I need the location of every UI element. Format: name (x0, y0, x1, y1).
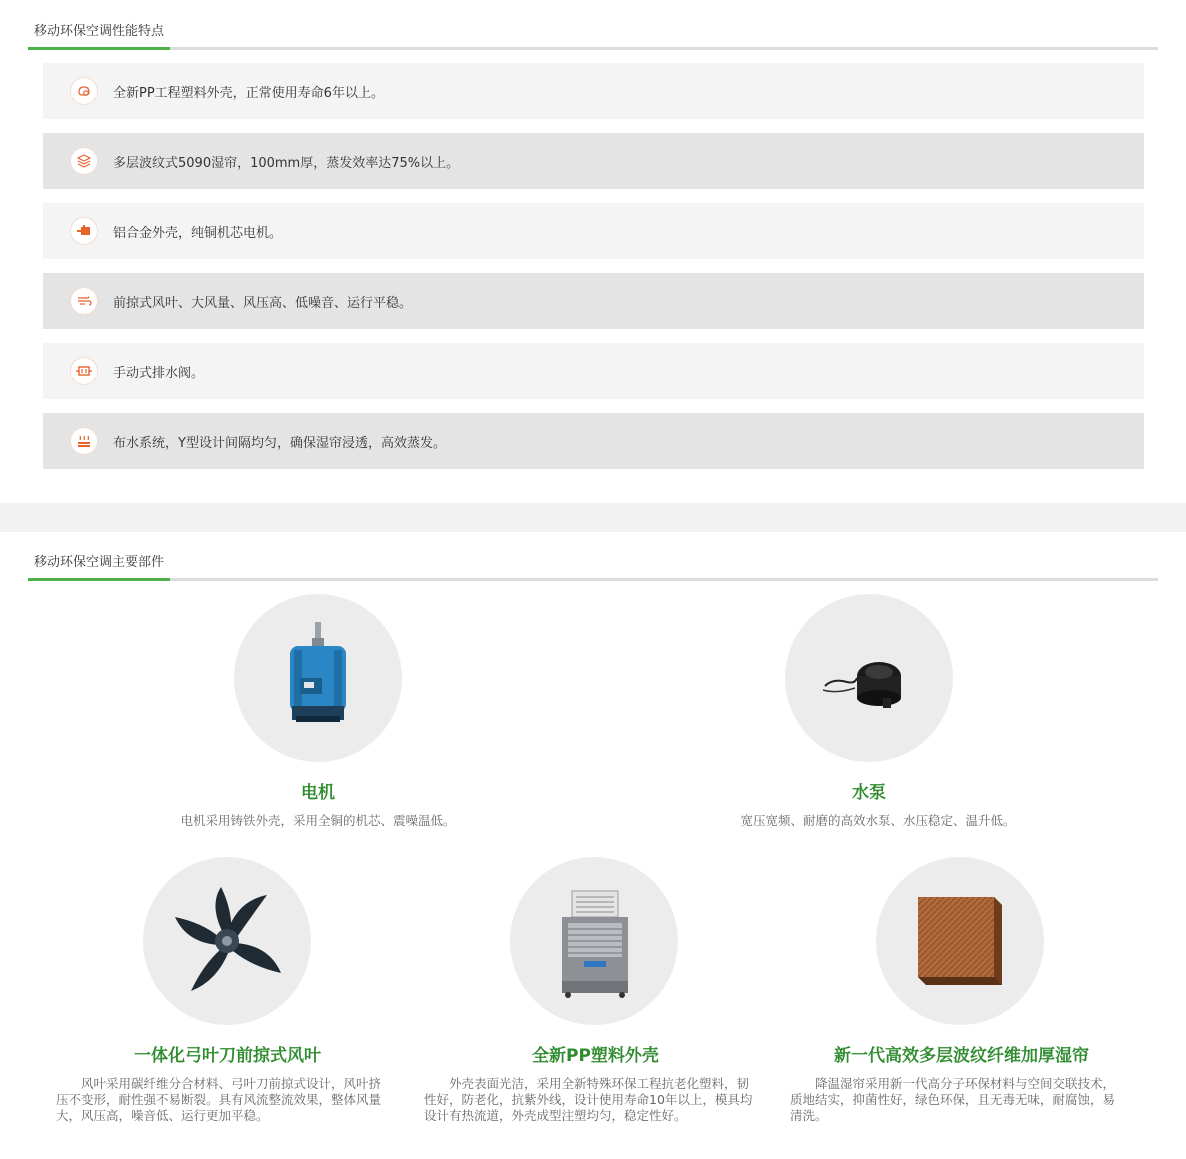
feature-text: 铝合金外壳，纯铜机芯电机。 (113, 225, 283, 241)
component-name: 电机 (301, 783, 335, 803)
fan-image (143, 857, 311, 1025)
features-section-title: 移动环保空调性能特点 (28, 21, 170, 50)
components-section-header (28, 552, 1158, 581)
feature-text: 全新PP工程塑料外壳，正常使用寿命6年以上。 (113, 85, 384, 101)
feature-row (43, 63, 1144, 119)
component-name: 全新PP塑料外壳 (532, 1046, 659, 1066)
component-desc: 宽压宽频、耐磨的高效水泵、水压稳定、温升低。 (740, 813, 1016, 828)
shell-image (510, 857, 678, 1025)
feature-text: 手动式排水阀。 (113, 365, 205, 381)
component-desc: 风叶采用碳纤维分合材料、弓叶刀前掠式设计，风叶挤压不变形，耐性强不易断裂。具有风流整流效果，整体风量大，风压高，噪音低、运行更加平稳。 (56, 1076, 382, 1123)
feature-row (43, 343, 1144, 399)
feature-row (43, 133, 1144, 189)
component-desc: 电机采用铸铁外壳，采用全铜的机芯、震噪温低。 (180, 813, 456, 828)
motor-image (234, 594, 402, 762)
section-separator (0, 503, 1186, 532)
feature-row (43, 203, 1144, 259)
water-distribution-icon (71, 428, 97, 454)
feature-text: 布水系统，Y型设计间隔均匀，确保湿帘浸透，高效蒸发。 (113, 435, 446, 451)
component-desc: 降温湿帘采用新一代高分子环保材料与空间交联技术，质地结实，抑菌性好，绿色环保，且无毒无味，耐腐蚀，易清洗。 (790, 1076, 1116, 1123)
valve-icon (71, 358, 97, 384)
features-section-header (28, 21, 1158, 50)
component-name: 新一代高效多层波纹纤维加厚湿帘 (834, 1046, 1089, 1066)
feature-row (43, 273, 1144, 329)
cooling-pad-image (876, 857, 1044, 1025)
feature-row (43, 413, 1144, 469)
component-name: 一体化弓叶刀前掠式风叶 (134, 1046, 321, 1066)
component-name: 水泵 (852, 783, 886, 803)
wind-icon (71, 288, 97, 314)
layers-icon (71, 148, 97, 174)
motor-icon (71, 218, 97, 244)
shell-icon (71, 78, 97, 104)
feature-text: 多层波纹式5090湿帘，100mm厚，蒸发效率达75%以上。 (113, 155, 460, 171)
pump-image (785, 594, 953, 762)
feature-text: 前掠式风叶、大风量、风压高、低噪音、运行平稳。 (113, 295, 413, 311)
components-section-title: 移动环保空调主要部件 (28, 552, 170, 581)
component-desc: 外壳表面光洁，采用全新特殊环保工程抗老化塑料，韧性好，防老化，抗紫外线，设计使用寿命10年以上，模具均设计有热流道，外壳成型注塑均匀，稳定性好。 (424, 1076, 753, 1123)
